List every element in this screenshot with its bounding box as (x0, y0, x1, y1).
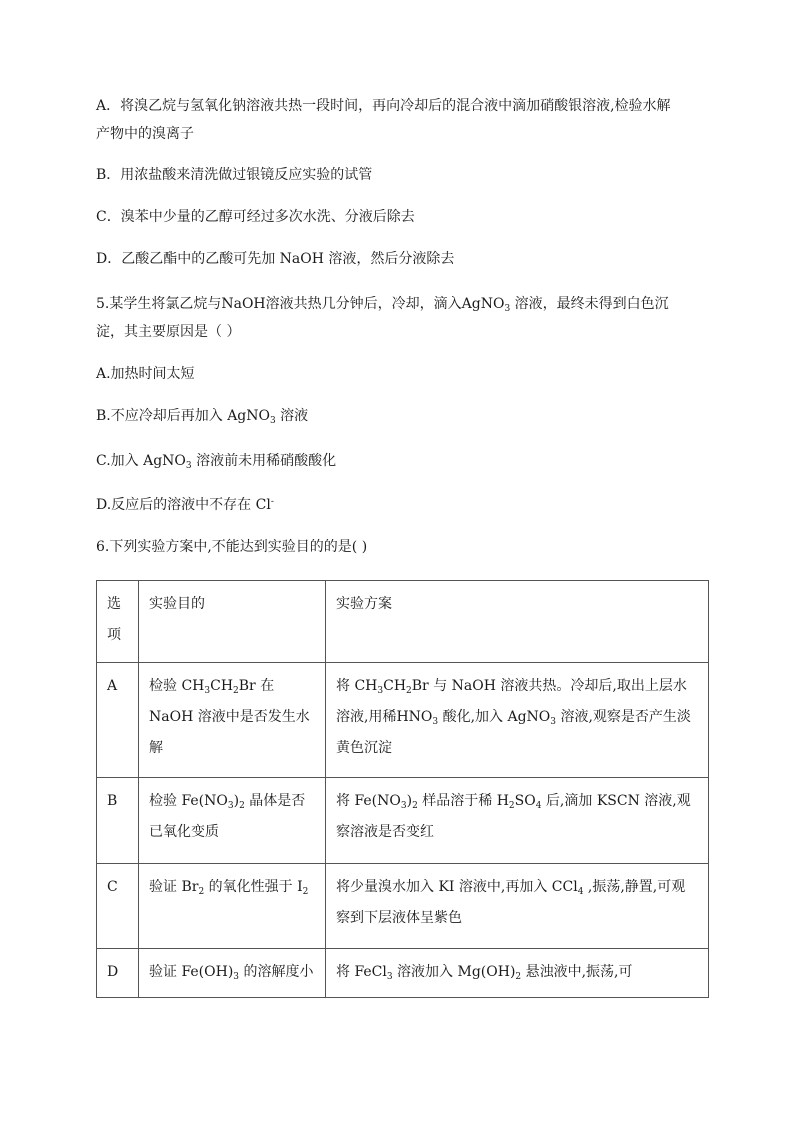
row-label: D (97, 949, 139, 998)
q5-option-d: D.反应后的溶液中不存在 Cl- (96, 497, 274, 513)
table-row (97, 663, 709, 778)
q5-option-c: C.加入 AgNO$_3$ 溶液前未用稀硝酸酸化 (96, 453, 337, 471)
header-plan: 实验方案 (326, 581, 709, 663)
experiment-table (96, 580, 709, 998)
row-label: A (97, 663, 139, 778)
q5-stem-line1: 5.某学生将氯乙烷与NaOH溶液共热几分钟后，冷却，滴入AgNO$_3$ 溶液，最终未得到白色沉 (96, 296, 669, 314)
q4-option-a-line2: 产物中的溴离子 (96, 126, 194, 142)
row-plan: 将 FeCl$_3$ 溶液加入 $Mg(OH)_2$ 悬浊液中,振荡,可 (326, 949, 709, 998)
q6-stem: 6.下列实验方案中,不能达到实验目的的是( ) (96, 539, 368, 555)
table-row (97, 949, 709, 998)
q4-option-b: B．用浓盐酸来清洗做过银镜反应实验的试管 (96, 167, 373, 183)
table-header-row (97, 581, 709, 663)
row-purpose: 验证 $Br_2$ 的氧化性强于 $I_2$ (139, 864, 326, 949)
row-purpose: 检验 $Fe(NO_3)_2$ 晶体是否已氧化变质 (139, 778, 326, 864)
q4-option-c: C．溴苯中少量的乙醇可经过多次水洗、分液后除去 (96, 209, 415, 225)
table-row (97, 778, 709, 864)
q5-option-a: A.加热时间太短 (96, 366, 195, 382)
q4-option-a-line1: A．将溴乙烷与氢氧化钠溶液共热一段时间，再向冷却后的混合液中滴加硝酸银溶液,检验水解 (96, 98, 671, 114)
q5-option-b: B.不应冷却后再加入 AgNO$_3$ 溶液 (96, 408, 309, 426)
header-purpose: 实验目的 (139, 581, 326, 663)
header-option: 选项 (97, 581, 139, 663)
row-purpose: 验证 $Fe(OH)_3$ 的溶解度小 (139, 949, 326, 998)
row-plan: 将 $CH_3CH_2Br$ 与 NaOH 溶液共热。冷却后,取出上层水溶液,用稀$HNO_3$ 酸化,加入 AgNO$_3$ 溶液,观察是否产生淡黄色沉淀 (326, 663, 709, 778)
row-label: B (97, 778, 139, 864)
row-plan: 将少量溴水加入 KI 溶液中,再加入 CCl$_4$ ,振荡,静置,可观察到下层液体呈紫色 (326, 864, 709, 949)
table-row (97, 864, 709, 949)
row-plan: 将 $Fe(NO_3)_2$ 样品溶于稀 $H_2SO_4$ 后,滴加 KSCN 溶液,观察溶液是否变红 (326, 778, 709, 864)
q4-option-d: D．乙酸乙酯中的乙酸可先加 NaOH 溶液，然后分液除去 (96, 251, 455, 267)
q5-stem-line2: 淀，其主要原因是（ ） (96, 324, 241, 340)
row-label: C (97, 864, 139, 949)
row-purpose: 检验 $CH_3CH_2Br$ 在 NaOH 溶液中是否发生水解 (139, 663, 326, 778)
